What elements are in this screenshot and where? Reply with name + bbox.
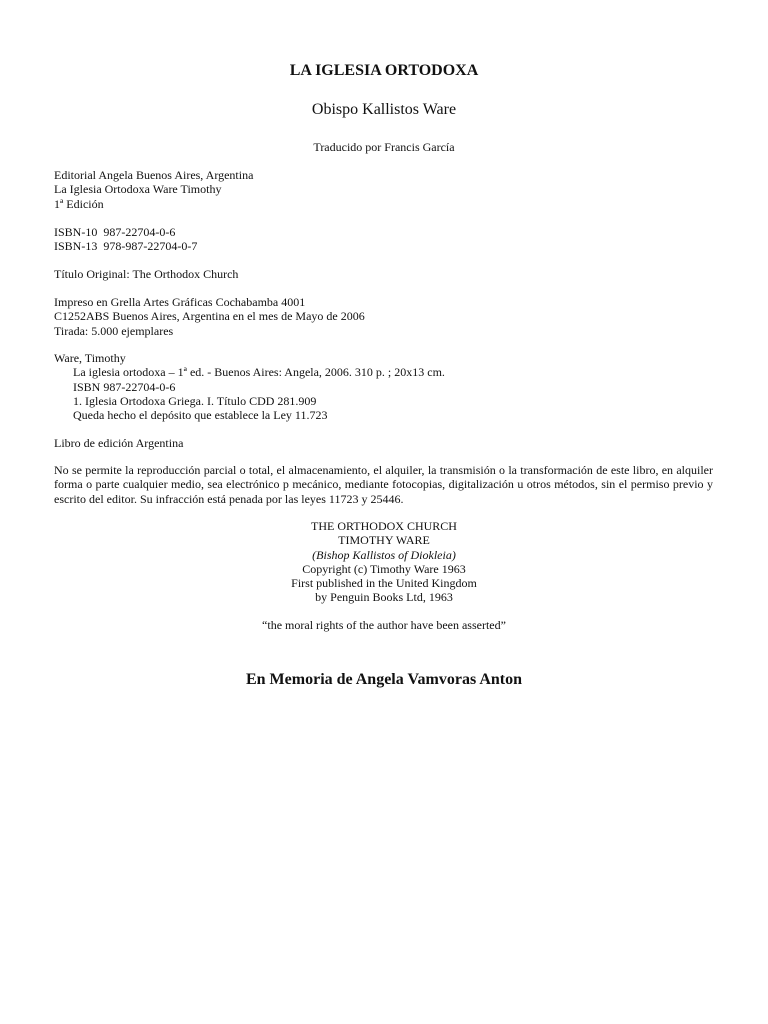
author-title-en: (Bishop Kallistos of Diokleia) (312, 547, 456, 562)
edition-note-block (54, 436, 713, 450)
isbn-10-line: ISBN-10 987-22704-0-6 (54, 225, 176, 239)
print-block (54, 295, 713, 338)
publisher-block (54, 168, 713, 211)
catalog-block (54, 351, 713, 422)
original-edition-block (0, 519, 768, 605)
edition-note: Libro de edición Argentina (54, 436, 184, 450)
dedication: En Memoria de Angela Vamvoras Anton (245, 671, 522, 688)
translator-credit: Traducido por Francis García (313, 140, 455, 154)
edition-line: 1ª Edición (54, 196, 104, 211)
publisher-line: Editorial Angela Buenos Aires, Argentina (54, 168, 254, 182)
printer-line: Impreso en Grella Artes Gráficas Cochabamba 4001 (54, 295, 306, 309)
print-location-line: C1252ABS Buenos Aires, Argentina en el mes de Mayo de 2006 (54, 309, 365, 324)
book-title: LA IGLESIA ORTODOXA (289, 62, 479, 79)
moral-rights-statement: “the moral rights of the author have been asserted” (262, 618, 506, 632)
catalog-line: La iglesia ortodoxa – 1ª ed. - Buenos Aires: Angela, 2006. 310 p. ; 20x13 cm. (73, 365, 445, 380)
catalog-line: Queda hecho el depósito que establece la Ley 11.723 (73, 408, 328, 423)
rights-notice-block (54, 463, 713, 506)
catalog-line: ISBN 987-22704-0-6 (73, 379, 176, 394)
catalog-line: 1. Iglesia Ortodoxa Griega. I. Título CDD 281.909 (73, 393, 317, 408)
isbn-13-line: ISBN-13 978-987-22704-0-7 (54, 239, 198, 254)
original-title-line: Título Original: The Orthodox Church (54, 267, 239, 281)
original-author-en: TIMOTHY WARE (338, 533, 430, 548)
print-run-line: Tirada: 5.000 ejemplares (54, 323, 174, 338)
publisher-en-line: by Penguin Books Ltd, 1963 (315, 590, 453, 605)
original-title-block (54, 267, 713, 281)
book-author: Obispo Kallistos Ware (311, 101, 457, 118)
isbn-block (54, 225, 713, 254)
rights-notice: No se permite la reproducción parcial o total, el almacenamiento, el alquiler, la transmisión o la transformación de este libro, en alquiler forma o parte cualquier medio, sea electrónico p mecánico, mediante fotocopias, digitalización u otros métodos, sin el permiso previo y escrito del editor. Su infracción está penada por las leyes 11723 y 25446. (54, 463, 713, 506)
publisher-line: La Iglesia Ortodoxa Ware Timothy (54, 182, 222, 197)
copyright-line: Copyright (c) Timothy Ware 1963 (302, 561, 466, 576)
catalog-heading: Ware, Timothy (54, 351, 126, 365)
original-title-en: THE ORTHODOX CHURCH (311, 519, 457, 533)
first-published-line: First published in the United Kingdom (291, 576, 477, 591)
